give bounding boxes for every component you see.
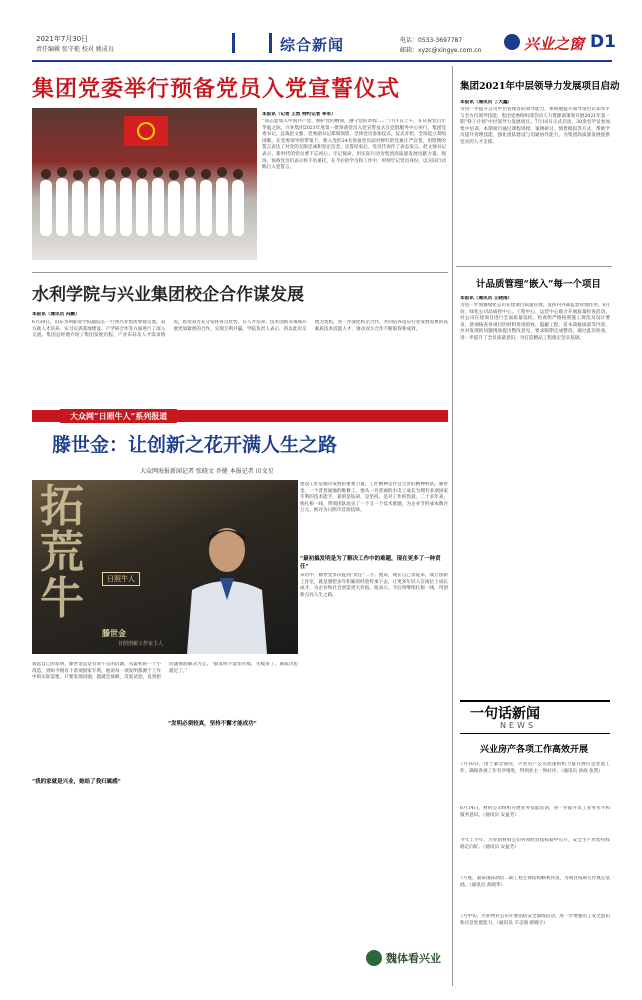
feature-sub2: “发明必须较真，坚持不懈才能成功” <box>168 720 298 728</box>
oneline-item-5: 7月中旬，兴业物业公司开展消防安全演练活动，进一步增强员工安全意识和应急处置能力。（通讯员 辛志强 蔡晓宇） <box>460 914 610 926</box>
article2-body: 为进一步提升公司中层管理者的领导能力，系统地提升领导角色认知水平与全方位领导技能，集团党委组织部会同人力资源部策划开展2021年第一期“脊干计划”中层领导力发展项目。7月16日正式启动，30余名学员参加集中培训。本期项目通过课程讲授、案例研讨、情景模拟等方式，帮助学员提升管理技能，强化团队建设与沟通协作能力，为集团高质量发展提供坚实的人才支撑。 <box>460 107 610 145</box>
series-label: 大众网“日照牛人”系列报道 <box>60 409 177 423</box>
section-title: 综合新闻 <box>280 36 345 54</box>
oneline-item-1: 7月10日，由于紧急情况，兴业房产公司迅速组织力量开展应急处置工作，确保各项工作有序推进，得到业主一致好评。（通讯员 孙政 张凯） <box>460 762 610 774</box>
footer-logo: 魏体看兴业 <box>386 952 441 965</box>
article4-body: 6月30日，山东水利职业学院副院长一行到兴业集团参观交流。双方就人才培养、实习实训基地建设、产学研合作等方面进行了深入交流。集团总经理介绍了集团发展历程、产业布局及人才需求情况，希望双方充分发挥各自优势，在人才培养、技术创新等领域开展更加紧密的合作，实现互利共赢。学院负责人表示，将以此次交流为契机，进一步深化校企合作，共同培养适应行业发展需要的高素质技术技能人才，推动双方合作不断取得新成效。 <box>32 320 448 339</box>
feature-body3: 采访中，滕世金多次提到“责任”二字。他说，现在自己带徒弟，成立创新工作室，就是想把多年积累的经验传承下去，让更多年轻人在岗位上成长成才，为企业和社会创造更大价值。他表示，今后将继续扎根一线，用创新点亮人生之路。 <box>300 573 448 598</box>
feature-body1: 建设工匠是城市发展的重要力量，工匠精神是社会宝贵的精神财富。滕世金，一个普普通通的维修工，他从一名普通的水电工成长为拥有多项国家专利的技术能手，靠的是钻研、是坚持、是对工作的热爱。二十多年来，他扎根一线，带领团队攻克了一个又一个技术难题，为企业节约成本数百万元，被评为日照市首席技师。 <box>300 482 448 514</box>
right-column-rule <box>452 66 453 986</box>
header-deco <box>232 33 272 53</box>
article3-byline: 本报讯（通讯员 王晓雨） <box>460 296 513 301</box>
divider-r1 <box>456 266 612 267</box>
header-rule <box>32 60 612 62</box>
article4-headline: 水利学院与兴业集团校企合作谋发展 <box>32 285 304 305</box>
oneline-headline: 兴业房产各项工作高效开展 <box>480 745 589 755</box>
oneline-item-3: 今年上半年，兴业新材料公司各项经营指标稳中有升，安全生产形势持续稳定向好。（通讯员 安盆芳） <box>460 838 610 850</box>
oneline-item-4: 7月底，嘉泰国际酒店二期工程主体结构顺利封顶，为项目按期交付奠定基础。（通讯员 高晓华） <box>460 876 610 888</box>
article2-headline: 集团2021年中层领导力发展项目启动 <box>460 81 620 92</box>
header-phone: 电话：0533-3697787 <box>400 37 463 44</box>
page-number: D1 <box>590 32 616 52</box>
photo-tag: 日照牛人 <box>102 572 140 586</box>
header-email: 邮箱：xyzc@xingye.com.cn <box>400 47 482 54</box>
party-flag-icon <box>32 108 257 260</box>
person-portrait-icon <box>182 520 272 654</box>
article1-body: “我志愿加入中国共产党，拥护党的纲领，遵守党的章程……”7月1日上午，在庆祝党百年华诞之际，兴业集团2021年度第一批预备党员入党宣誓仪式在党群服务中心举行，集团党委书记、总裁赵文强、党委副书记郑瑞领誓，全体党员参加仪式。仪式开始，全场起立奏唱国歌。在党委领导的带领下，新入党的24名预备党员面对鲜红的党旗庄严宣誓，用铿锵的誓言表达了对党的无限忠诚和坚定信念。宣誓结束后，党员代表作了表态发言。赵文强书记表示，新时代的党员要不忘初心、牢记使命，用实际行动为集团高质量发展贡献力量。现场，预备党员们表示将不负重托，在今后的学习和工作中，时刻牢记党员身份，以实际行动践行入党誓言。 <box>262 119 446 171</box>
portrait <box>182 520 272 654</box>
feature-photo <box>32 480 298 654</box>
feature-byline: 大众网海报新闻记者 张晓文 乔健 本报记者 田文星 <box>140 468 274 475</box>
feature-headline: 滕世金：让创新之花开满人生之路 <box>52 434 338 456</box>
article4-byline: 本报讯（通讯员 冯鹏） <box>32 312 80 317</box>
article3-headline: 计品质管理“嵌入”每一个项目 <box>476 279 601 290</box>
article1-byline: 本报讯（记者 王然 特约记者 李军） <box>262 112 336 117</box>
brand-title: 兴业之窗 <box>524 35 585 53</box>
divider-a1 <box>32 272 448 273</box>
header-date: 2021年7月30日 <box>36 35 89 43</box>
footer-logo-icon <box>366 950 382 966</box>
photo-name: 滕世金 <box>102 628 126 638</box>
photo-caption: 日照创新工作室主人 <box>118 641 164 647</box>
oneline-title-en: NEWS <box>500 721 537 730</box>
article3-body: 为进一步加强绿化公司在建项目质量管理，发挥内外部监督管理作用，6月份，绿化公司品质控中心、工程中心、运营中心联合开展质量检查活动，对公司在建项目进行全面质量巡检。检查组严格按照施工规范及设计要求，逐项核查各项目的材料进场验收、隐蔽工程、苗木栽植质量等内容，并对发现的问题现场提出整改意见，要求限期完成整改。通过此次检查，进一步提升了全员质量意识，为打造精品工程奠定坚实基础。 <box>460 303 610 341</box>
photo-big-text: 拓荒牛 <box>40 481 84 624</box>
feature-body2: 谈起自己的发明，滕世金总是有说不完的话题。从最初的一个小改造，到如今拥有十余项国家专利，他说每一项发明都源于工作中的实际需要。只要发现问题，他就会琢磨，反复试验，直到把问题彻底解决为止。“搞发明不能怕失败，失败多了，离成功也就近了。” <box>32 662 298 681</box>
article1-headline: 集团党委举行预备党员入党宣誓仪式 <box>32 76 401 102</box>
feature-sub1: “我的家就是兴业，她给了我归属感” <box>32 778 162 786</box>
oneline-item-2: 6月14日，材料公司组织开展业务技能培训，进一步提升员工业务水平和服务意识。（通讯员 安盆芳） <box>460 806 610 818</box>
article1-photo <box>32 108 257 260</box>
article2-byline: 本报讯（通讯员 丁大鑫） <box>460 100 513 105</box>
oneline-title: 一句话新闻 <box>470 706 540 722</box>
feature-sub3: “最初搞发明是为了解决工作中的难题，现在更多了一种责任” <box>300 556 441 570</box>
header-editors: 责任编辑 张守艳 校对 姚成良 <box>36 46 114 53</box>
brand-logo-icon <box>504 34 520 50</box>
